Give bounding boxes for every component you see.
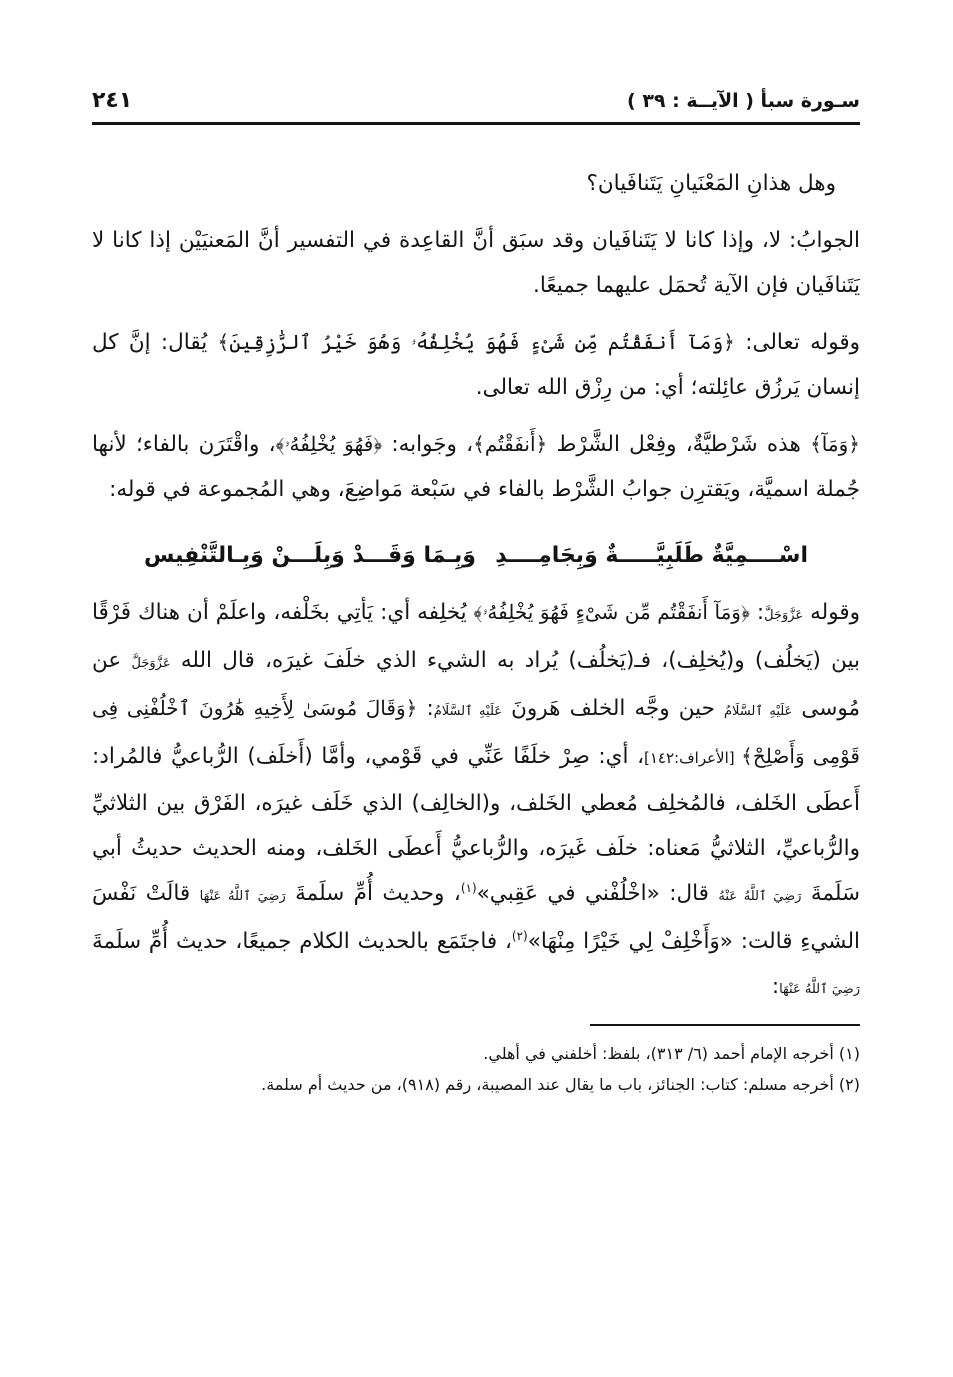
text-run: يُقال: إنَّ كل إنسان يَرزُق عائِلته؛ أي: من رِزْق الله تعالى. [92, 330, 860, 400]
text-run: وهل هذانِ المَعْنَيانِ يَتَنافَيان؟ [586, 171, 836, 196]
page-number: ٢٤١ [92, 88, 133, 113]
main-text [92, 161, 860, 1012]
footnotes [92, 1038, 860, 1100]
text-run: قالَتْ نَفْسَ الشيءِ قالت: «وَأَخْلِفْ لِي خَيْرًا مِنْهَا» [92, 881, 860, 954]
book-page [92, 88, 860, 1100]
text-run: ، فاجتَمَع بالحديث الكلام جميعًا، حديث أُمِّ سلَمةَ [92, 929, 512, 954]
text-run: قال: «اخْلُفْني في عَقِبي» [476, 881, 719, 906]
text-run: ، وحديث أُمِّ سلَمةَ [285, 881, 461, 906]
paragraph-answer [92, 218, 860, 308]
text-run: عن مُوسى [92, 648, 860, 721]
quran-quote: ﴿أَنفَقْتُم﴾ [473, 432, 548, 456]
paragraph-question [92, 161, 860, 206]
quran-quote: ﴿فَهُوَ يُخْلِفُهُۥ﴾ [275, 432, 383, 456]
honorific: رَضِيَ ٱللَّهُ عَنْهُ [718, 889, 802, 904]
text-run: وقوله تعالى: [734, 330, 861, 355]
paragraph-khalaf-explanation [92, 590, 860, 1012]
text-run: الجوابُ: لا، وإذا كانا لا يَتَنافَيان وقد سبَق أنَّ القاعِدة في التفسير أنَّ المَعنيَيْن إذا كانا لا يَتَنافَيان فإن الآية تُحمَل عليهما جميعًا. [92, 228, 860, 298]
quran-quote: ﴿وَقَالَ مُوسَىٰ لِأَخِيهِ هَٰرُونَ ٱخْلُفْنِى فِى قَوْمِى وَأَصْلِحْ﴾ [92, 696, 860, 768]
text-run: ، واقْتَرَن بالفاء؛ لأنها جُملة اسميَّة، ويَقترِن جوابُ الشَّرْط بالفاء في سَبْعة مَواضِعَ، وهي المُجموعة في قوله: [92, 432, 860, 502]
verse-second-hemistich: وَبِـمَا وَقَـــدْ وَبِلَـــنْ وَبِـالتَّنْفِيس [144, 543, 476, 568]
footnote-separator [590, 1024, 860, 1026]
text-run: : [771, 974, 780, 999]
quran-quote: ﴿وَمَآ﴾ [810, 432, 860, 456]
text-run: ، وجَوابه: [382, 432, 474, 457]
text-run: : [417, 696, 434, 721]
verse-reference: [الأعراف:١٤٢] [644, 749, 742, 767]
footnote-1: (١) أخرجه الإمام أحمد (٦/ ٣١٣)، بلفظ: أخلفني في أهلي. [483, 1044, 860, 1063]
paragraph-verse-commentary [92, 320, 860, 410]
honorific: عَلَيْهِ ٱلسَّلَامُ [723, 704, 793, 719]
verse-first-hemistich: اسْــــمِيَّةٌ طَلَبِيَّـــــةٌ وَبِجَامِــــدِ [495, 543, 808, 568]
honorific: عَلَيْهِ ٱلسَّلَامُ [433, 704, 503, 719]
text-run: : [749, 600, 765, 625]
text-run: حين وجَّه الخلف هَرونَ [502, 696, 724, 721]
footnote-marker: (١) [460, 880, 477, 895]
quran-quote: ﴿وَمَآ أَنفَقْتُم مِّن شَىْءٍ فَهُوَ يُخْلِفُهُۥ﴾ [473, 600, 750, 624]
honorific: عَزَّوَجَلَّ [764, 608, 804, 623]
honorific: عَزَّوَجَلَّ [131, 656, 171, 671]
honorific: رَضِيَ ٱللَّهُ عَنْهَا [199, 889, 286, 904]
footnote-marker: (٢) [511, 928, 528, 943]
text-run: يُخلِفه أي: يَأتِي بخَلْفه، واعلَمْ أن هناك فَرْقًا بين (يَخلُف) و(يُخلِف)، فـ(يَخلُف) يُراد به الشيء الذي خلَفَ غيرَه، قال الله [92, 600, 861, 673]
paragraph-grammar [92, 422, 860, 512]
honorific: رَضِيَ ٱللَّهُ عَنْهَا [779, 982, 860, 997]
footnote-2: (٢) أخرجه مسلم: كتاب: الجنائز، باب ما يقال عند المصيبة، رقم (٩١٨)، من حديث أم سلمة. [261, 1075, 860, 1094]
text-run: وقوله [803, 600, 860, 625]
text-run: ، أي: صِرْ خلَفًا عَنِّي في قَوْمي، وأمَّا (أَخلَف) الرُّباعيُّ فالمُراد: أَعطَى الخَلف، فالمُخلِف مُعطي الخَلف، و(الخالِف) الذي خَلَف غيرَه، الفَرْق بين الثلاثيِّ والرُّباعيِّ، الثلاثيُّ مَعناه: خلَف غَيرَه، والرُّباعيُّ أَعطَى الخَلف، ومنه الحديث حديثُ أبي سَلَمةَ [92, 744, 860, 906]
poetry-verse [92, 524, 860, 590]
running-title: سـورة سبأ ( الآيــة : ٣٩ ) [627, 90, 860, 112]
quran-quote: ﴿وَمَآ أَنفَقْتُم مِّن شَىْءٍ فَهُوَ يُخْلِفُهُۥ وَهُوَ خَيْرُ ٱلرَّٰزِقِينَ﴾ [217, 330, 735, 354]
page-header [92, 88, 860, 125]
text-run: هذه شَرْطيَّةٌ، وفِعْل الشَّرْط [547, 432, 811, 457]
